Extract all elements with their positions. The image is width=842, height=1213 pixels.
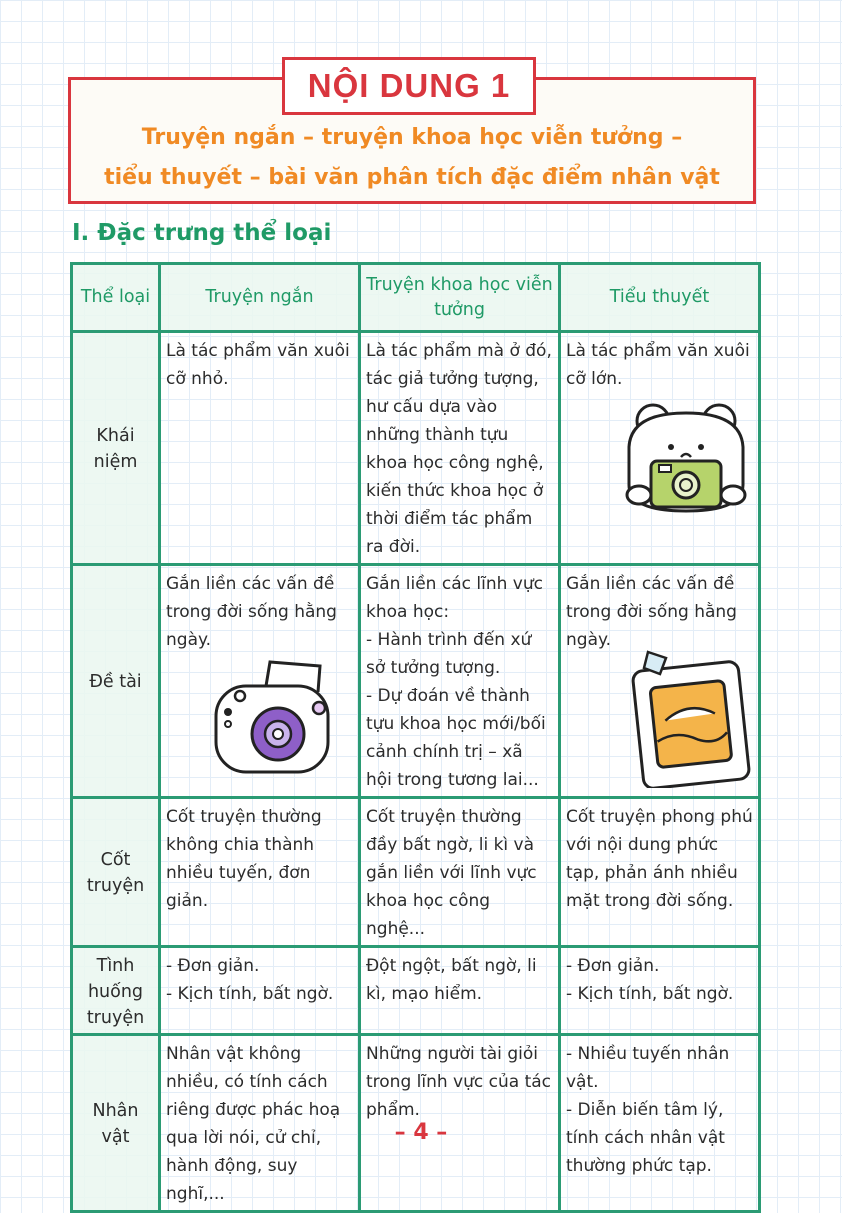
- header-short-story: Truyện ngắn: [160, 264, 360, 332]
- subtitle-line-1: Truyện ngắn – truyện khoa học viễn tưởng –: [141, 125, 683, 150]
- section-heading: I. Đặc trưng thể loại: [72, 220, 332, 246]
- table-cell: Đột ngột, bất ngờ, li kì, mạo hiểm.: [360, 947, 560, 1035]
- header-sci-fi: Truyện khoa học viễn tưởng: [360, 264, 560, 332]
- table-cell: - Nhiều tuyến nhân vật. - Diễn biến tâm lý, tính cách nhân vật thường phức tạp.: [560, 1035, 760, 1212]
- table-row: [72, 332, 760, 565]
- table-cell: Những người tài giỏi trong lĩnh vực của tác phẩm.: [360, 1035, 560, 1212]
- table-row: [72, 947, 760, 1035]
- table-cell: Là tác phẩm văn xuôi cỡ nhỏ.: [160, 332, 360, 565]
- table-cell: Gắn liền các vấn đề trong đời sống hằng ngày.: [160, 565, 360, 798]
- genre-table: [70, 262, 761, 1213]
- subtitle-line-2: tiểu thuyết – bài văn phân tích đặc điểm nhân vật: [104, 165, 720, 190]
- row-label: Khái niệm: [72, 332, 160, 565]
- table-cell: - Đơn giản. - Kịch tính, bất ngờ.: [160, 947, 360, 1035]
- table-row: [72, 565, 760, 798]
- row-label: Tình huống truyện: [72, 947, 160, 1035]
- row-label: Đề tài: [72, 565, 160, 798]
- table-cell: Cốt truyện thường không chia thành nhiều tuyến, đơn giản.: [160, 798, 360, 947]
- table-row: [72, 798, 760, 947]
- page-title: NỘI DUNG 1: [307, 67, 511, 104]
- table-cell: - Đơn giản. - Kịch tính, bất ngờ.: [560, 947, 760, 1035]
- header-novel: Tiểu thuyết: [560, 264, 760, 332]
- instant-camera-icon: [208, 660, 338, 778]
- page-number: – 4 –: [394, 1120, 448, 1145]
- row-label: Nhân vật: [72, 1035, 160, 1212]
- table-row: [72, 1035, 760, 1212]
- table-header-row: [72, 264, 760, 332]
- bear-with-camera-icon: [611, 399, 761, 517]
- table-cell: Là tác phẩm văn xuôi cỡ lớn.: [560, 332, 760, 565]
- table-cell: Nhân vật không nhiều, có tính cách riêng được phác hoạ qua lời nói, cử chỉ, hành động, suy nghĩ,...: [160, 1035, 360, 1212]
- photo-print-icon: [626, 648, 756, 788]
- table-cell: Cốt truyện thường đầy bất ngờ, li kì và gắn liền với lĩnh vực khoa học công nghệ...: [360, 798, 560, 947]
- table-cell: Gắn liền các lĩnh vực khoa học: - Hành trình đến xứ sở tưởng tượng. - Dự đoán về thành tựu khoa học mới/bối cảnh chính trị – xã hội trong tương lai...: [360, 565, 560, 798]
- header-genre: Thể loại: [72, 264, 160, 332]
- table-cell: Cốt truyện phong phú với nội dung phức tạp, phản ánh nhiều mặt trong đời sống.: [560, 798, 760, 947]
- table-cell: Gắn liền các vấn đề trong đời sống hằng ngày.: [560, 565, 760, 798]
- table-cell: Là tác phẩm mà ở đó, tác giả tưởng tượng, hư cấu dựa vào những thành tựu khoa học công nghệ, kiến thức khoa học ở thời điểm tác phẩm ra đời.: [360, 332, 560, 565]
- title-tab: [282, 57, 536, 115]
- row-label: Cốt truyện: [72, 798, 160, 947]
